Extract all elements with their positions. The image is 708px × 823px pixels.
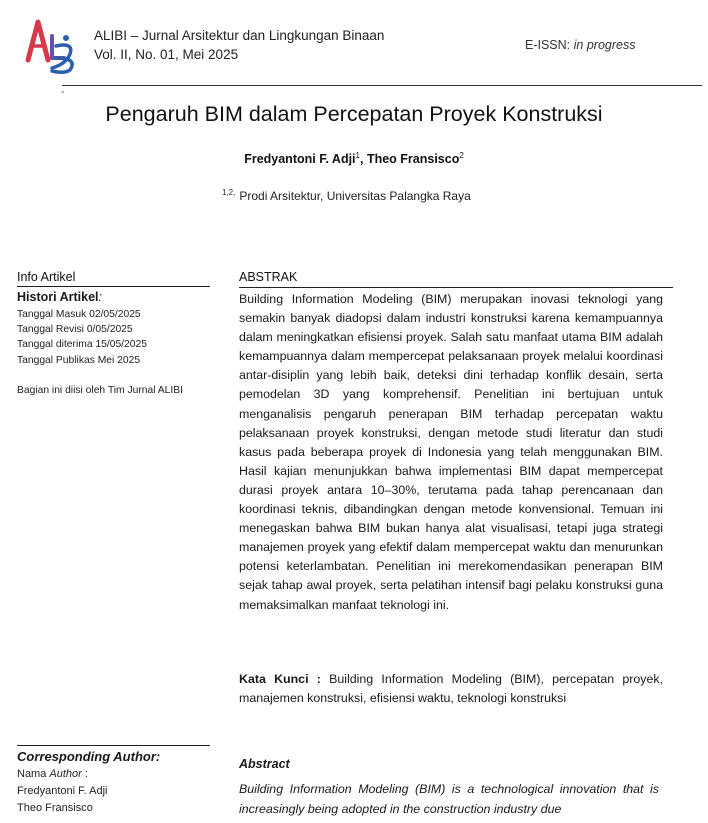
issn-value: in progress: [573, 38, 636, 52]
keywords-text: Building Information Modeling (BIM), percepatan proyek, manajemen konstruksi, efisiensi waktu, teknologi konstruksi: [239, 672, 663, 706]
journal-name: ALIBI – Jurnal Arsitektur dan Lingkungan Binaan: [94, 28, 385, 43]
history-item: Tanggal diterima 15/05/2025: [17, 339, 147, 350]
history-colon: :: [98, 290, 102, 304]
author-2: Theo Fransisco: [366, 152, 460, 167]
abstrak-body: Building Information Modeling (BIM) merupakan inovasi teknologi yang semakin banyak diadopsi dalam industri konstruksi karena kemampuannya dalam meningkatkan efisiensi proyek. Salah satu manfaat utama BIM adalah kemampuannya dalam mempercepat pelaksanaan proyek melalui koordinasi antar-disiplin yang lebih baik, deteksi dini terhadap konflik desain, serta pemodelan 3D yang komprehensif. Penelitian ini bertujuan untuk menganalisis pengaruh penerapan BIM terhadap percepatan waktu pelaksanaan proyek konstruksi, dengan metode studi literatur dan studi kasus pada beberapa proyek di Indonesia yang telah menggunakan BIM. Hasil kajian menunjukkan bahwa implementasi BIM dapat mempercepat durasi proyek antara 10–30%, terutama pada tahap perencanaan dan koordinasi teknis, dibandingkan dengan metode konvensional. Temuan ini menegaskan bahwa BIM bukan hanya alat visualisasi, tetapi juga strategi manajemen proyek yang efektif dalam mempercepat waktu dan menurunkan potensi keterlambatan. Penelitian ini merekomendasikan penerapan BIM sejak tahap awal proyek, serta pelatihan intensif bagi pelaku konstruksi guna memaksimalkan manfaat teknologi ini.: [239, 292, 663, 612]
abstract-body: Building Information Modeling (BIM) is a technological innovation that is increasingly being adopted in the construction industry due: [239, 782, 659, 816]
journal-volume: Vol. II, No. 01, Mei 2025: [94, 47, 239, 62]
corresponding-name: Theo Fransisco: [17, 802, 93, 814]
abstrak-heading: ABSTRAK: [239, 270, 298, 284]
abstrak-divider: [239, 287, 673, 288]
corresponding-label-prefix: Nama: [17, 768, 50, 780]
abstract-heading: Abstract: [239, 757, 290, 771]
author-2-sup: 2: [459, 151, 464, 160]
journal-logo: [22, 16, 78, 74]
corresponding-label-suffix: :: [81, 768, 88, 780]
issn: [525, 38, 635, 52]
affiliation: [222, 188, 471, 203]
affiliation-sup: 1,2,: [222, 188, 236, 197]
history-item: Tanggal Masuk 02/05/2025: [17, 309, 141, 320]
author-1: Fredyantoni F. Adji: [244, 152, 356, 167]
info-divider: [17, 286, 210, 287]
history-heading: [17, 290, 102, 304]
authors: [0, 151, 708, 166]
info-heading: Info Artikel: [17, 270, 76, 284]
keywords-label: Kata Kunci :: [239, 672, 321, 686]
author-sep: ,: [360, 152, 367, 167]
editor-note: Bagian ini diisi oleh Tim Jurnal ALIBI: [17, 385, 183, 396]
affiliation-text: Prodi Arsitektur, Universitas Palangka Raya: [239, 189, 471, 203]
history-heading-text: Histori Artikel: [17, 290, 99, 304]
corresponding-label: [17, 768, 88, 780]
header-mark: -: [61, 87, 65, 98]
issn-label: E-ISSN:: [525, 38, 574, 52]
corresponding-name: Fredyantoni F. Adji: [17, 785, 108, 797]
paper-title: Pengaruh BIM dalam Percepatan Proyek Konstruksi: [105, 102, 603, 126]
keywords: [239, 670, 663, 708]
author-1-sup: 1: [355, 151, 360, 160]
corresponding-divider: [17, 745, 210, 746]
corresponding-heading: Corresponding Author:: [17, 749, 161, 764]
history-item: Tanggal Revisi 0/05/2025: [17, 324, 133, 335]
history-item: Tanggal Publikas Mei 2025: [17, 355, 141, 366]
corresponding-label-italic: Author: [49, 768, 82, 780]
header-divider: [62, 85, 702, 86]
